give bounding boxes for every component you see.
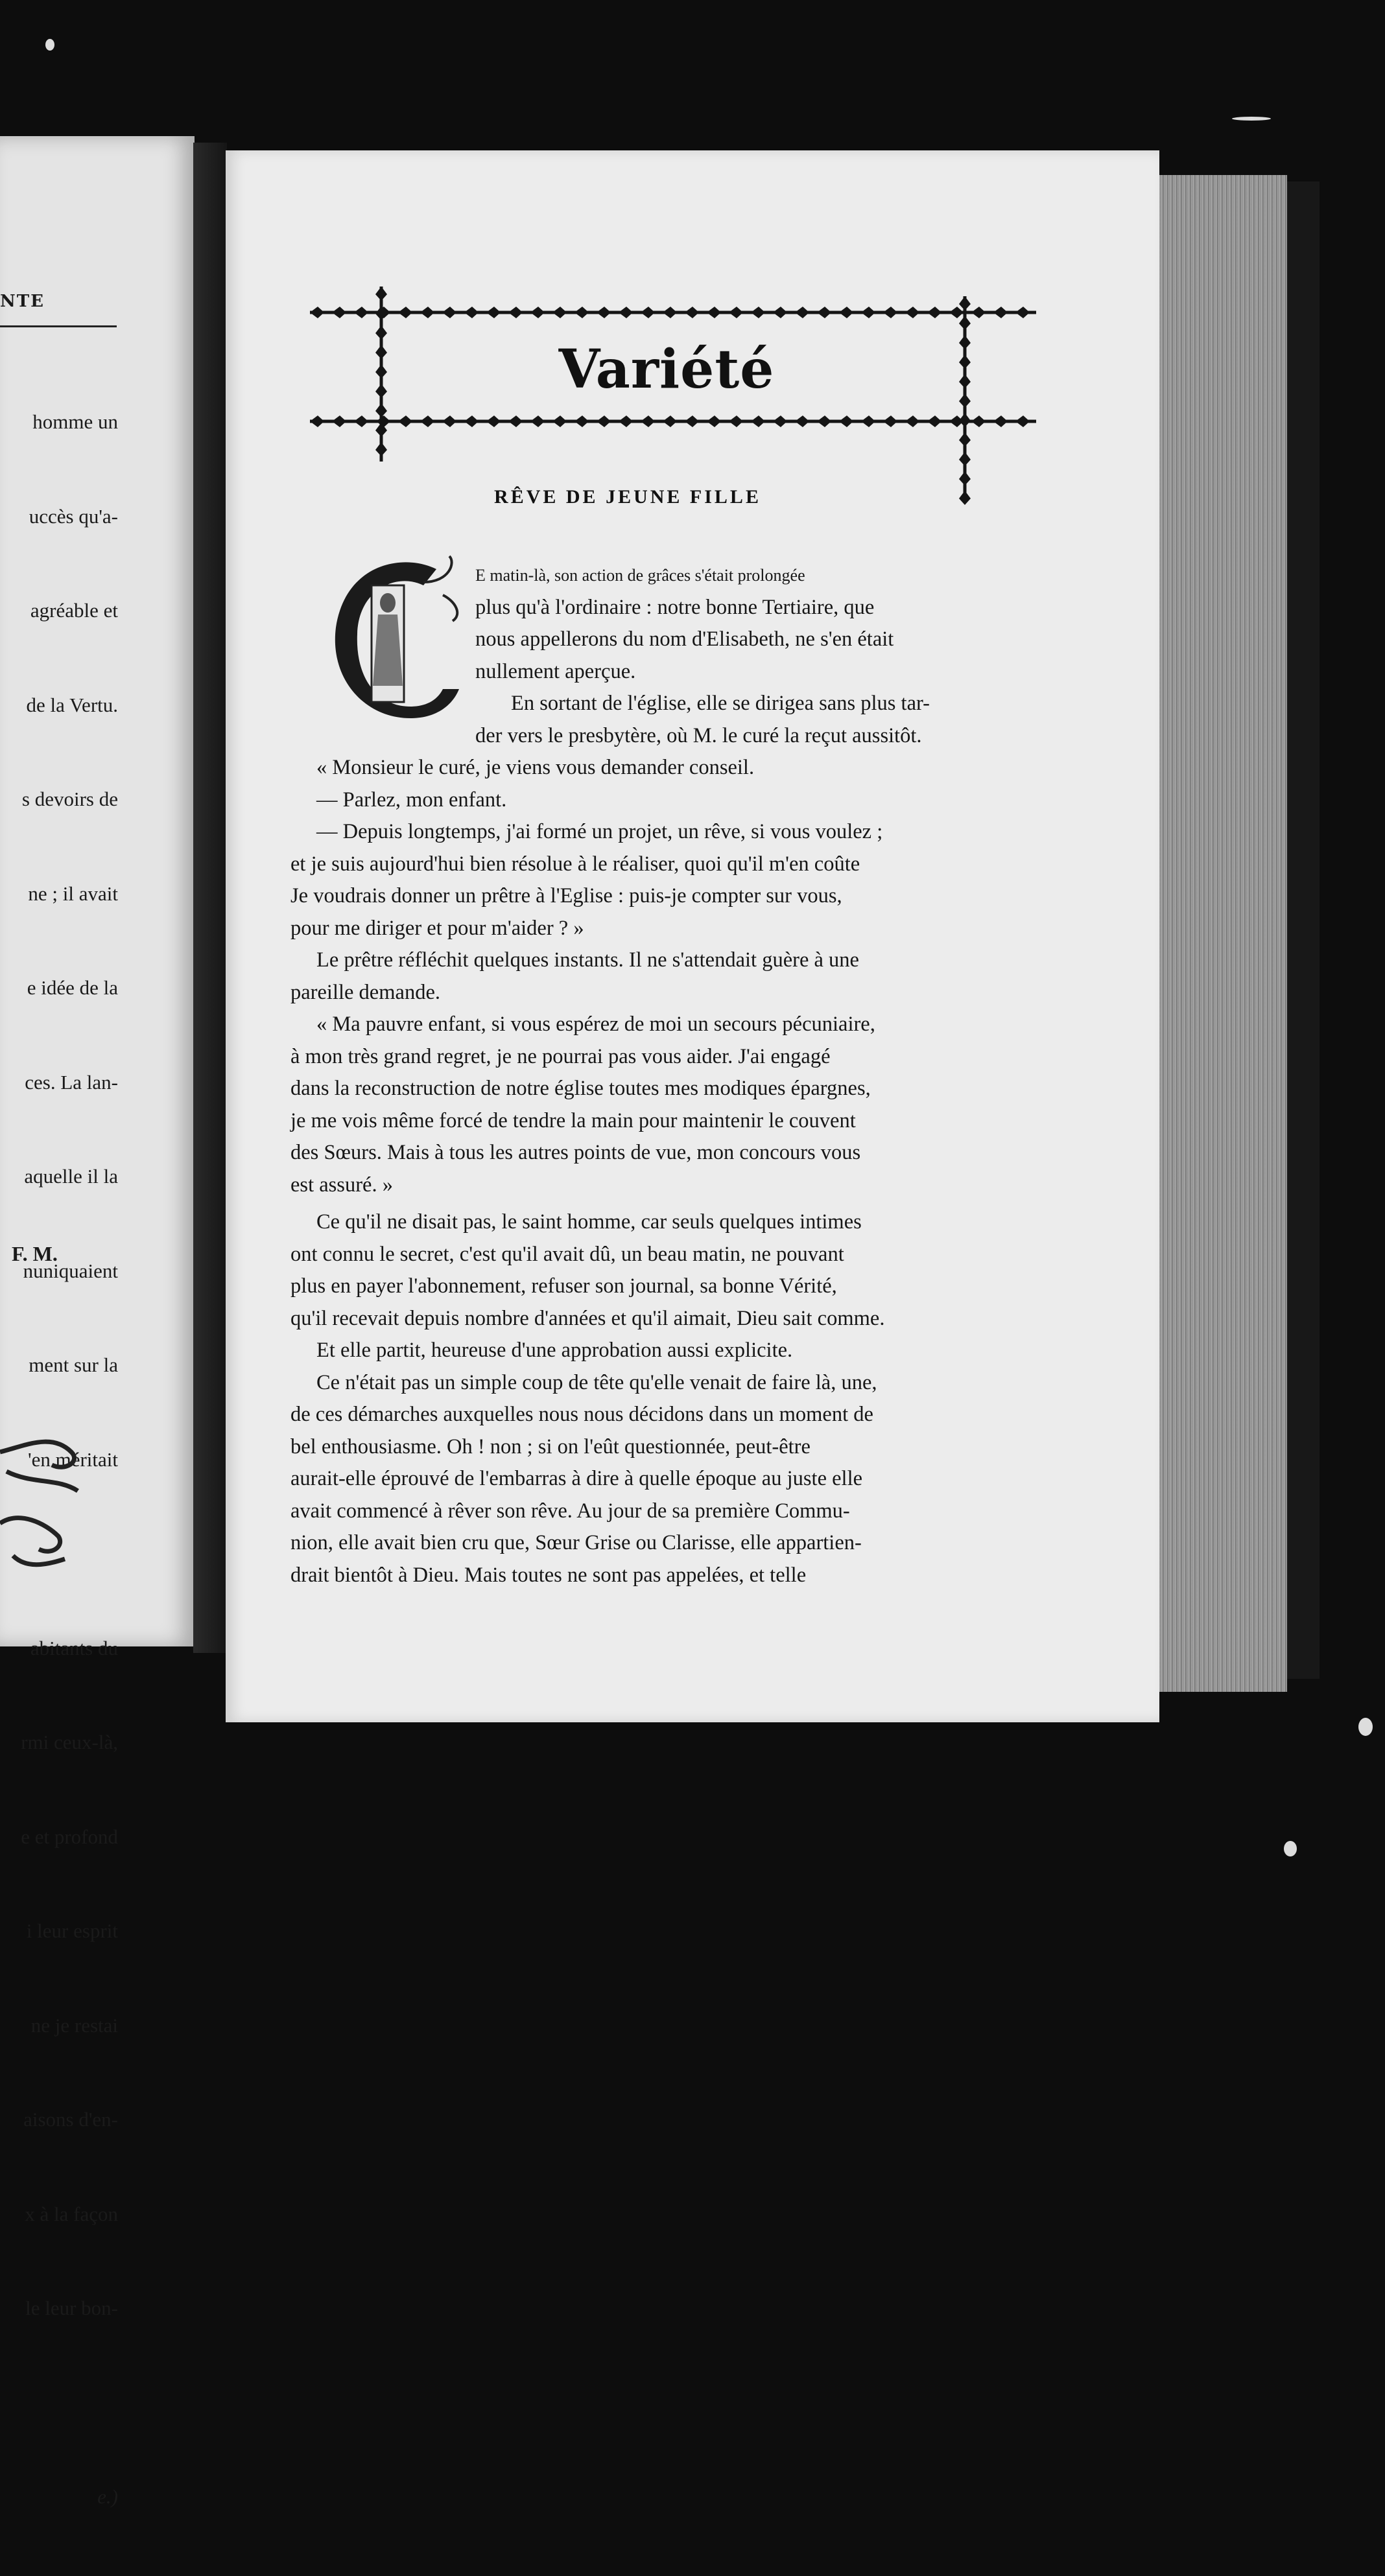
vine-leaf	[464, 307, 479, 318]
dust-speck	[1232, 117, 1271, 121]
vine-leaf	[310, 416, 324, 427]
text-line: plus qu'à l'ordinaire : notre bonne Tertiaire, que	[475, 595, 875, 619]
text-line: Le prêtre réfléchit quelques instants. Il ne s'attendait guère à une	[316, 948, 859, 972]
vine-leaf	[574, 307, 589, 318]
vine-leaf	[773, 307, 787, 318]
text-line: e et profond	[21, 1825, 118, 1848]
vine-leaf	[927, 307, 941, 318]
vine-leaf	[971, 416, 986, 427]
text-line	[21, 2387, 118, 2419]
vine-leaf	[959, 413, 971, 427]
text-line: aquelle il la	[24, 1165, 118, 1188]
vine-leaf	[959, 296, 971, 310]
vine-leaf	[597, 416, 611, 427]
text-line: ne je restai	[30, 2013, 118, 2037]
text-line: dans la reconstruction de notre église toutes mes modiques épargnes,	[290, 1077, 871, 1100]
text-line: Ce n'était pas un simple coup de tête qu'elle venait de faire là, une,	[316, 1370, 877, 1394]
text-line: nuniquaient	[23, 1259, 118, 1282]
text-line: En sortant de l'église, elle se dirigea sans plus tar-	[511, 692, 930, 715]
text-line: aurait-elle éprouvé de l'embarras à dire à quelle époque au juste elle	[290, 1467, 863, 1490]
vine-leaf	[574, 416, 589, 427]
vine-leaf	[530, 307, 545, 318]
text-line: Je voudrais donner un prêtre à l'Eglise : puis-je compter sur vous,	[290, 884, 842, 907]
vine-leaf	[905, 307, 919, 318]
text-line: — Depuis longtemps, j'ai formé un projet, un rêve, si vous voulez ;	[316, 820, 883, 843]
text-line: de la Vertu.	[26, 693, 118, 716]
text-line: i leur esprit	[26, 1919, 118, 1942]
left-running-header: NTE	[0, 292, 45, 311]
text-line: e idée de la	[27, 976, 118, 999]
text-line: le leur bon-	[25, 2297, 118, 2319]
text-line: bel enthousiasme. Oh ! non ; si on l'eût questionnée, peut-être	[290, 1434, 811, 1458]
text-line: pareille demande.	[290, 980, 440, 1004]
article-title: Variété	[558, 338, 775, 401]
vine-leaf	[375, 442, 387, 456]
header-rule	[0, 325, 117, 327]
vine-leaf	[927, 416, 941, 427]
vine-leaf	[959, 316, 971, 330]
text-line: der vers le presbytère, où M. le curé la reçut aussitôt.	[475, 723, 922, 747]
vine-leaf	[905, 416, 919, 427]
vine-leaf	[993, 307, 1008, 318]
text-line: Ce qu'il ne disait pas, le saint homme, car seuls quelques intimes	[316, 1210, 862, 1234]
vine-leaf	[971, 307, 986, 318]
vine-leaf	[795, 307, 809, 318]
vine-leaf	[861, 307, 875, 318]
vine-leaf	[685, 307, 699, 318]
text-line: drait bientôt à Dieu. Mais toutes ne sont pas appelées, et telle	[290, 1563, 807, 1587]
vine-leaf	[508, 416, 523, 427]
article-body	[290, 559, 1023, 1591]
vine-leaf	[1015, 307, 1030, 318]
text-line: s devoirs de	[21, 788, 118, 810]
right-page	[226, 150, 1159, 1722]
text-line: pour me diriger et pour m'aider ? »	[290, 916, 584, 940]
engraving-fragment	[0, 1426, 91, 1575]
text-line: homme un	[32, 410, 118, 433]
text-line: uccès qu'a-	[29, 504, 118, 528]
vine-leaf	[641, 307, 655, 318]
vine-leaf	[375, 325, 387, 340]
vine-leaf	[398, 416, 412, 427]
dust-speck	[45, 39, 54, 51]
vine-leaf	[883, 416, 897, 427]
signature: F. M.	[12, 1242, 58, 1265]
text-line	[290, 1270, 1023, 1303]
vine-leaf	[663, 416, 677, 427]
vine-leaf	[1015, 416, 1030, 427]
vine-leaf	[420, 416, 434, 427]
vine-leaf	[707, 307, 721, 318]
dropcap-continuation: E matin-là, son action de grâces s'était prolongée	[475, 566, 805, 585]
vine-leaf	[993, 416, 1008, 427]
text-line: avait commencé à rêver son rêve. Au jour de sa première Commu-	[290, 1499, 850, 1523]
vine-leaf	[354, 416, 368, 427]
text-line: des Sœurs. Mais à tous les autres points de vue, mon concours vous	[290, 1141, 861, 1164]
vine-leaf	[663, 307, 677, 318]
text-line: ces. La lan-	[25, 1070, 118, 1094]
text-line: nullement aperçue.	[475, 659, 636, 683]
text-line: — Parlez, mon enfant.	[316, 788, 507, 812]
vine-leaf	[375, 403, 387, 417]
vine-leaf	[641, 416, 655, 427]
vine-leaf	[729, 307, 743, 318]
text-line: « Ma pauvre enfant, si vous espérez de moi un secours pécuniaire,	[316, 1013, 875, 1036]
vine-leaf	[729, 416, 743, 427]
text-line: ne ; il avait	[28, 882, 118, 905]
vine-leaf	[817, 307, 831, 318]
vine-leaf	[619, 307, 633, 318]
vine-leaf	[839, 416, 853, 427]
vine-leaf	[375, 287, 387, 301]
vine-leaf	[398, 307, 412, 318]
vine-leaf	[442, 307, 456, 318]
text-line: je me vois même forcé de tendre la main pour maintenir le couvent	[290, 1108, 856, 1132]
text-line: ment sur la	[29, 1353, 118, 1376]
vine-leaf	[751, 416, 765, 427]
left-page	[0, 136, 195, 2508]
vine-leaf	[354, 307, 368, 318]
text-line: Et elle partit, heureuse d'une approbation aussi explicite.	[316, 1339, 793, 1362]
dust-speck	[1358, 1718, 1373, 1736]
text-line: de ces démarches auxquelles nous nous décidons dans un moment de	[290, 1403, 873, 1426]
article-subtitle: RÊVE DE JEUNE FILLE	[494, 486, 761, 508]
text-line: nous appellerons du nom d'Elisabeth, ne s'en était	[475, 627, 894, 651]
vine-leaf	[949, 307, 964, 318]
text-line: abitants du	[30, 1636, 118, 1659]
text-line: « Monsieur le curé, je viens vous demander conseil.	[316, 756, 755, 779]
text-line: x à la façon	[25, 2202, 118, 2225]
text-line: aisons d'en-	[23, 2108, 118, 2131]
vine-leaf	[685, 416, 699, 427]
text-line: ont connu le secret, c'est qu'il avait dû, un beau matin, ne pouvant	[290, 1242, 844, 1266]
vine-leaf	[552, 307, 567, 318]
vine-leaf	[773, 416, 787, 427]
vine-leaf	[552, 416, 567, 427]
vine-leaf	[332, 416, 346, 427]
vine-leaf	[817, 416, 831, 427]
text-line: agréable et	[30, 599, 118, 622]
vine-leaf	[751, 307, 765, 318]
vine-leaf	[707, 416, 721, 427]
book-cover-edge	[1287, 181, 1320, 1679]
vine-leaf	[442, 416, 456, 427]
vine-leaf	[619, 416, 633, 427]
text-line: qu'il recevait depuis nombre d'années et qu'il aimait, Dieu sait comme.	[290, 1306, 885, 1330]
vine-leaf	[861, 416, 875, 427]
text-line: e.)	[97, 2485, 118, 2508]
dust-speck	[1284, 1841, 1297, 1856]
text-line: nion, elle avait bien cru que, Sœur Grise ou Clarisse, elle appartien-	[290, 1531, 862, 1554]
vine-leaf	[332, 307, 346, 318]
vine-leaf	[959, 452, 971, 466]
text-segment: plus en payer l'abonnement, refuser son journal, sa bonne Vérité,	[290, 1274, 837, 1298]
text-line: est assuré. »	[290, 1173, 393, 1197]
vine-leaf	[839, 307, 853, 318]
text-line: 'en méritait	[27, 1447, 118, 1471]
vine-leaf	[486, 416, 501, 427]
vine-leaf	[597, 307, 611, 318]
text-line	[290, 559, 1023, 592]
vine-leaf	[530, 416, 545, 427]
vine-leaf	[795, 416, 809, 427]
vine-leaf	[310, 307, 324, 318]
vine-leaf	[464, 416, 479, 427]
vine-leaf	[508, 307, 523, 318]
vine-leaf	[959, 471, 971, 486]
vine-leaf	[420, 307, 434, 318]
page-edges	[1151, 175, 1287, 1692]
text-line: rmi ceux-là,	[21, 1731, 118, 1753]
vine-leaf	[883, 307, 897, 318]
vine-leaf	[959, 432, 971, 447]
text-line: à mon très grand regret, je ne pourrai pas vous aider. J'ai engagé	[290, 1044, 831, 1068]
text-line: et je suis aujourd'hui bien résolue à le réaliser, quoi qu'il m'en coûte	[290, 852, 860, 876]
vine-leaf	[486, 307, 501, 318]
